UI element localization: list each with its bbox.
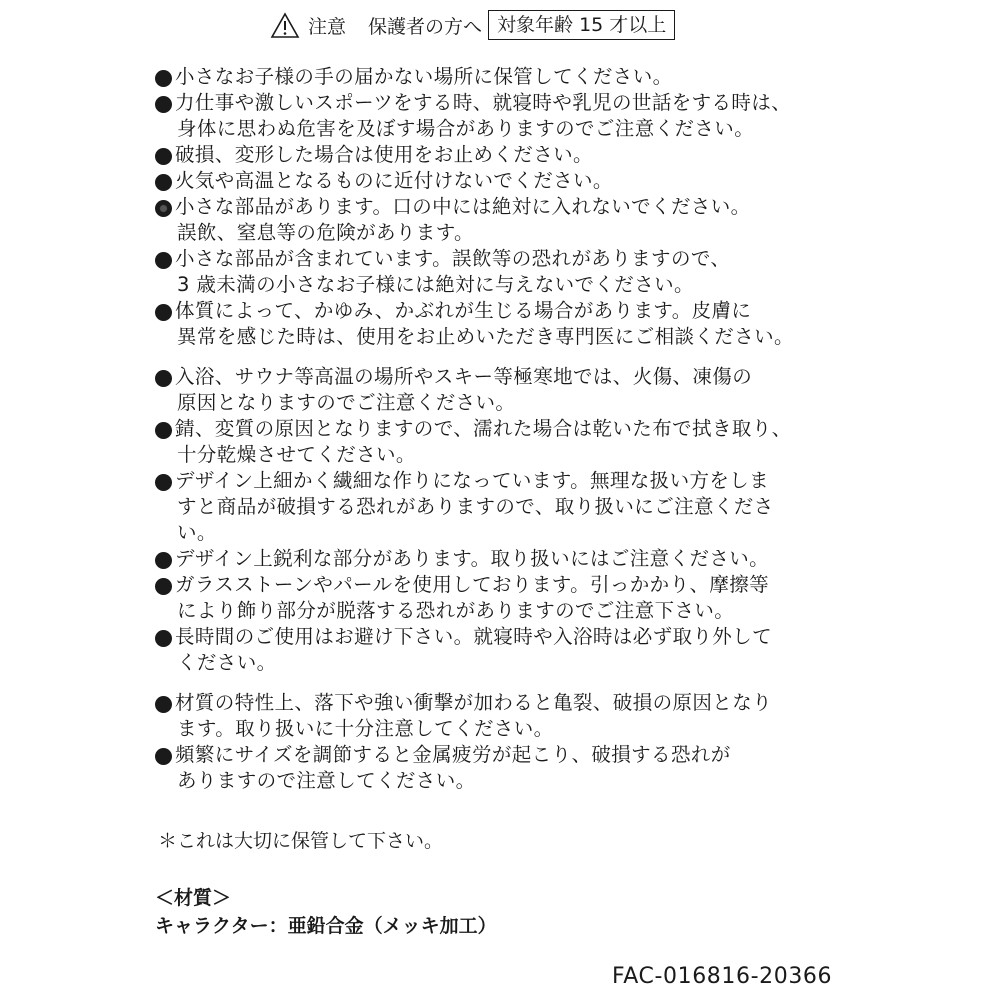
target-age-box: 対象年齢 15 才以上: [488, 10, 675, 40]
caution-item: [155, 690, 855, 742]
caution-line: 錆、変質の原因となりますので、濡れた場合は乾いた布で拭き取り、: [175, 417, 792, 440]
caution-item: [155, 742, 855, 794]
section-gap: [155, 676, 855, 690]
bullet-icon: [155, 96, 172, 113]
caution-label: 注意: [308, 15, 347, 38]
caution-line: 異常を感じた時は、使用をお止めいただき専門医にご相談ください。: [177, 325, 794, 348]
caution-line: デザイン上鋭利な部分があります。取り扱いにはご注意ください。: [175, 547, 770, 570]
material-section: [155, 884, 497, 940]
caution-line: 破損、変形した場合は使用をお止めください。: [175, 143, 593, 166]
bullet-icon: [155, 304, 172, 321]
caution-line: 長時間のご使用はお避け下さい。就寝時や入浴時は必ず取り外して: [175, 625, 773, 648]
caution-line: ありますので注意してください。: [177, 769, 476, 792]
caution-line: 火気や高温となるものに近付けないでください。: [175, 169, 613, 192]
bullet-icon: [155, 474, 172, 491]
caution-item: [155, 194, 855, 246]
bullet-icon: [155, 174, 172, 191]
section-gap: [155, 350, 855, 364]
bullet-icon: [155, 148, 172, 165]
bullet-icon: [155, 252, 172, 269]
material-entry: キャラクター：亜鉛合金（メッキ加工）: [155, 915, 497, 937]
product-code: FAC-016816-20366: [612, 964, 833, 989]
storage-footnote: ＊これは大切に保管して下さい。: [158, 830, 444, 852]
caution-item: [155, 142, 855, 168]
caution-line: 小さな部品があります。口の中には絶対に入れないでください。: [175, 195, 751, 218]
bullet-icon: [155, 422, 172, 439]
caution-line: 小さな部品が含まれています。誤飲等の恐れがありますので、: [175, 247, 731, 270]
caution-line: 体質によって、かゆみ、かぶれが生じる場合があります。皮膚に: [175, 299, 752, 322]
bullet-icon: [155, 748, 172, 765]
caution-line: デザイン上細かく繊細な作りになっています。無理な扱い方をしま: [175, 469, 770, 492]
guardian-label: 保護者の方へ: [368, 15, 483, 38]
bullet-icon: [155, 630, 172, 647]
caution-line: 3 歳未満の小さなお子様には絶対に与えないでください。: [177, 273, 694, 296]
caution-item: [155, 298, 855, 350]
caution-item: [155, 572, 855, 624]
caution-line: 原因となりますのでご注意ください。: [177, 391, 516, 414]
caution-line: 力仕事や激しいスポーツをする時、就寝時や乳児の世話をする時は、: [175, 91, 792, 114]
caution-item: [155, 90, 855, 142]
caution-line: 入浴、サウナ等高温の場所やスキー等極寒地では、火傷、凍傷の: [175, 365, 753, 388]
caution-line: 誤飲、窒息等の危険があります。: [177, 221, 474, 244]
caution-item: [155, 64, 855, 90]
caution-line: ガラスストーンやパールを使用しております。引っかかり、摩擦等: [175, 573, 770, 596]
caution-header: [270, 8, 675, 42]
caution-line: 身体に思わぬ危害を及ぼす場合がありますのでご注意ください。: [177, 117, 755, 140]
bullet-icon: [155, 696, 172, 713]
caution-item: [155, 168, 855, 194]
caution-line: 十分乾燥させてください。: [177, 443, 416, 466]
bullet-icon: [155, 200, 172, 217]
bullet-icon: [155, 370, 172, 387]
caution-item: [155, 468, 855, 546]
caution-item: [155, 364, 855, 416]
bullet-icon: [155, 70, 172, 87]
caution-item: [155, 624, 855, 676]
caution-line: ください。: [177, 651, 277, 674]
caution-line: により飾り部分が脱落する恐れがありますのでご注意下さい。: [177, 599, 735, 622]
bullet-icon: [155, 552, 172, 569]
caution-line: すと商品が破損する恐れがありますので、取り扱いにご注意くださ: [177, 495, 774, 518]
caution-line: ます。取り扱いに十分注意してください。: [177, 717, 554, 740]
caution-line: 材質の特性上、落下や強い衝撃が加わると亀裂、破損の原因となり: [175, 691, 773, 714]
warning-icon: [270, 12, 300, 39]
caution-line: 頻繁にサイズを調節すると金属疲労が起こり、破損する恐れが: [175, 743, 731, 766]
caution-item: [155, 546, 855, 572]
caution-item: [155, 416, 855, 468]
caution-list: [155, 64, 855, 794]
material-heading: ＜材質＞: [155, 887, 232, 909]
caution-line: 小さなお子様の手の届かない場所に保管してください。: [175, 65, 673, 88]
caution-item: [155, 246, 855, 298]
bullet-icon: [155, 578, 172, 595]
caution-line: い。: [177, 521, 217, 544]
